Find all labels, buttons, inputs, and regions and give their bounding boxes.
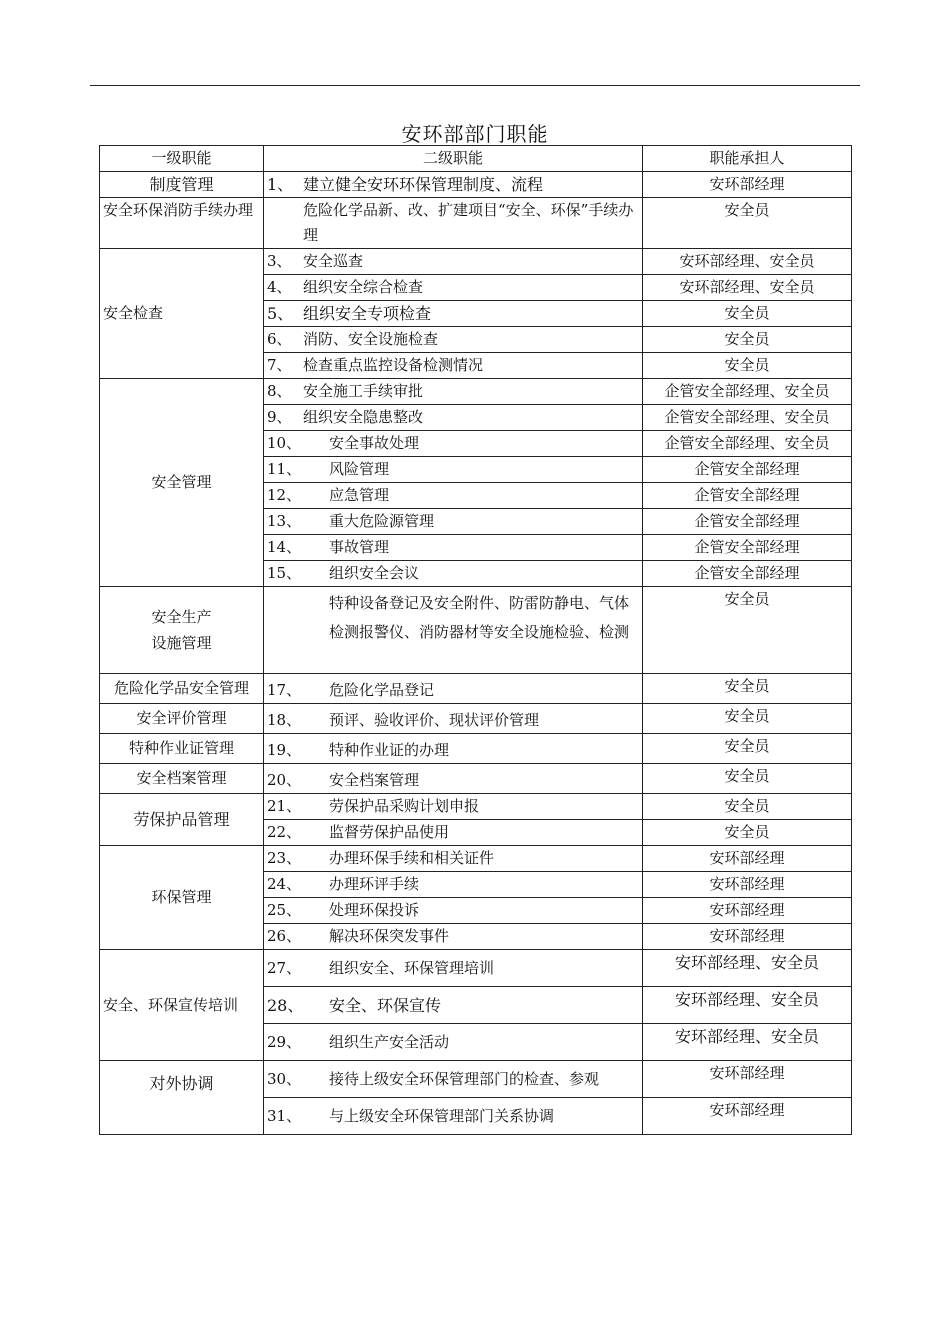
level1-line: 安全生产: [151, 608, 212, 626]
item-number: 29、: [267, 1032, 302, 1051]
page-title: 安环部部门职能: [401, 122, 549, 146]
level2-cell: [264, 249, 643, 275]
level2-cell: [264, 764, 643, 794]
level1-cell: 制度管理: [100, 172, 264, 198]
item-text: 解决环保突发事件: [329, 927, 450, 945]
item-text: 风险管理: [329, 460, 390, 478]
owner-cell: 安全员: [643, 704, 852, 734]
table-row: [100, 764, 852, 794]
item-number: 11、: [267, 460, 302, 478]
owner-cell: 安环部经理、安全员: [643, 987, 852, 1024]
owner-cell: 企管安全部经理、安全员: [643, 379, 852, 405]
level2-cell: [264, 674, 643, 704]
level1-cell: 对外协调: [100, 1061, 264, 1135]
level1-cell: 危险化学品安全管理: [100, 674, 264, 704]
level2-cell: [264, 794, 643, 820]
table-row: [100, 379, 852, 405]
item-number: 21、: [267, 797, 302, 815]
level2-cell: [264, 872, 643, 898]
owner-cell: 企管安全部经理: [643, 561, 852, 587]
item-number: 22、: [267, 823, 302, 841]
level2-cell: [264, 846, 643, 872]
table-row: [100, 794, 852, 820]
item-number: 24、: [267, 875, 302, 893]
item-text: 应急管理: [329, 486, 390, 504]
owner-cell: 安环部经理: [643, 1098, 852, 1135]
header-level2: 二级职能: [264, 146, 643, 172]
owner-cell: 安环部经理、安全员: [643, 950, 852, 987]
item-text: 事故管理: [329, 538, 390, 556]
owner-cell: 安全员: [643, 674, 852, 704]
item-text: 办理环保手续和相关证件: [329, 849, 495, 867]
item-text: 监督劳保护品使用: [329, 823, 450, 841]
item-text: 检查重点监控设备检测情况: [303, 356, 484, 374]
item-number: 13、: [267, 512, 302, 530]
level2-cell: [264, 1098, 643, 1135]
item-text: 特种设备登记及安全附件、防雷防静电、气体检测报警仪、消防器材等安全设施检验、检测: [329, 594, 630, 641]
level2-cell: [264, 327, 643, 353]
level1-cell: 安全检查: [100, 249, 264, 379]
owner-cell: 安环部经理: [643, 898, 852, 924]
table-row: [100, 172, 852, 198]
item-number: 9、: [267, 408, 292, 426]
item-text: 安全巡查: [303, 252, 364, 270]
level1-cell: 安全、环保宣传培训: [100, 950, 264, 1061]
level2-cell: [264, 704, 643, 734]
level2-cell: [264, 535, 643, 561]
item-text: 组织安全、环保管理培训: [329, 958, 495, 977]
item-text: 组织安全会议: [329, 564, 420, 582]
item-text: 特种作业证的办理: [329, 741, 450, 759]
level2-cell: [264, 1061, 643, 1098]
item-text: 处理环保投诉: [329, 901, 420, 919]
duty-table: [99, 145, 852, 1135]
item-number: 7、: [267, 356, 292, 374]
owner-cell: 企管安全部经理、安全员: [643, 431, 852, 457]
item-text: 组织生产安全活动: [329, 1032, 450, 1051]
level2-cell: [264, 924, 643, 950]
level2-cell: [264, 457, 643, 483]
owner-cell: 安全员: [643, 198, 852, 249]
owner-cell: 安环部经理: [643, 924, 852, 950]
level2-cell: [264, 509, 643, 535]
item-text: 危险化学品新、改、扩建项目“安全、环保”手续办理: [303, 201, 634, 244]
level2-cell: [264, 353, 643, 379]
owner-cell: 安全员: [643, 794, 852, 820]
level2-cell: [264, 198, 643, 249]
level2-cell: [264, 275, 643, 301]
item-text: 安全事故处理: [329, 434, 420, 452]
table-header-row: [100, 146, 852, 172]
header-level1: 一级职能: [100, 146, 264, 172]
level2-cell: [264, 483, 643, 509]
table-row: [100, 674, 852, 704]
item-number: 14、: [267, 538, 302, 556]
table-row: [100, 846, 852, 872]
item-number: [267, 589, 329, 618]
table-row: [100, 249, 852, 275]
table-row: [100, 587, 852, 674]
item-number: 1、: [267, 175, 294, 194]
owner-cell: 企管安全部经理: [643, 535, 852, 561]
item-number: 20、: [267, 771, 302, 789]
level1-cell: 安全档案管理: [100, 764, 264, 794]
owner-cell: 企管安全部经理、安全员: [643, 405, 852, 431]
level2-cell: [264, 987, 643, 1024]
level2-cell: [264, 561, 643, 587]
owner-cell: 安全员: [643, 734, 852, 764]
item-number: [267, 198, 303, 223]
owner-cell: 安全员: [643, 301, 852, 327]
level2-cell: [264, 1024, 643, 1061]
table-row: [100, 734, 852, 764]
item-number: 31、: [267, 1106, 302, 1125]
item-text: 接待上级安全环保管理部门的检查、参观: [329, 1069, 600, 1088]
item-number: 12、: [267, 486, 302, 504]
owner-cell: 安环部经理: [643, 1061, 852, 1098]
item-text: 劳保护品采购计划申报: [329, 797, 480, 815]
item-text: 建立健全安环环保管理制度、流程: [303, 175, 544, 194]
table-row: [100, 950, 852, 987]
owner-cell: 安全员: [643, 764, 852, 794]
owner-cell: 安环部经理、安全员: [643, 1024, 852, 1061]
item-number: 8、: [267, 382, 292, 400]
level1-cell: [100, 587, 264, 674]
owner-cell: 企管安全部经理: [643, 457, 852, 483]
level2-cell: [264, 379, 643, 405]
owner-cell: 安环部经理: [643, 872, 852, 898]
table-row: [100, 1061, 852, 1098]
item-number: 4、: [267, 278, 292, 296]
owner-cell: 安全员: [643, 820, 852, 846]
level2-cell: [264, 734, 643, 764]
item-text: 重大危险源管理: [329, 512, 435, 530]
table-row: [100, 198, 852, 249]
owner-cell: 安环部经理: [643, 172, 852, 198]
level1-cell: 安全管理: [100, 379, 264, 587]
item-number: 26、: [267, 927, 302, 945]
item-text: 组织安全专项检查: [303, 304, 432, 323]
owner-cell: 安环部经理、安全员: [643, 249, 852, 275]
item-number: 18、: [267, 711, 302, 729]
item-number: 30、: [267, 1069, 302, 1088]
item-number: 23、: [267, 849, 302, 867]
level2-cell: [264, 172, 643, 198]
item-number: 28、: [267, 995, 304, 1015]
item-text: 预评、验收评价、现状评价管理: [329, 711, 540, 729]
level2-cell: [264, 820, 643, 846]
item-text: 危险化学品登记: [329, 681, 435, 699]
owner-cell: 安全员: [643, 587, 852, 674]
item-number: 3、: [267, 252, 292, 270]
item-text: 安全档案管理: [329, 771, 420, 789]
item-number: 25、: [267, 901, 302, 919]
level1-cell: 环保管理: [100, 846, 264, 950]
item-text: 安全、环保宣传: [329, 995, 442, 1015]
level1-cell: 劳保护品管理: [100, 794, 264, 846]
level2-cell: [264, 431, 643, 457]
item-number: 15、: [267, 564, 302, 582]
item-text: 消防、安全设施检查: [303, 330, 439, 348]
owner-cell: 安全员: [643, 353, 852, 379]
level2-cell: [264, 950, 643, 987]
level1-cell: 安全环保消防手续办理: [100, 198, 264, 249]
item-number: 6、: [267, 330, 292, 348]
level2-cell: [264, 587, 643, 674]
item-text: 办理环评手续: [329, 875, 420, 893]
item-text: 组织安全综合检查: [303, 278, 424, 296]
item-text: 组织安全隐患整改: [303, 408, 424, 426]
owner-cell: 企管安全部经理: [643, 509, 852, 535]
level2-cell: [264, 898, 643, 924]
level1-cell: 安全评价管理: [100, 704, 264, 734]
header-owner: 职能承担人: [643, 146, 852, 172]
owner-cell: 安全员: [643, 327, 852, 353]
level1-line: 设施管理: [151, 634, 212, 652]
header-rule: [90, 85, 860, 86]
item-number: 5、: [267, 304, 294, 323]
item-text: 安全施工手续审批: [303, 382, 424, 400]
item-number: 27、: [267, 958, 302, 977]
item-number: 19、: [267, 741, 302, 759]
item-text: 与上级安全环保管理部门关系协调: [329, 1106, 555, 1125]
level1-cell: 特种作业证管理: [100, 734, 264, 764]
level2-cell: [264, 301, 643, 327]
owner-cell: 安环部经理: [643, 846, 852, 872]
item-number: 10、: [267, 434, 302, 452]
owner-cell: 企管安全部经理: [643, 483, 852, 509]
owner-cell: 安环部经理、安全员: [643, 275, 852, 301]
table-row: [100, 704, 852, 734]
level2-cell: [264, 405, 643, 431]
item-number: 17、: [267, 681, 302, 699]
